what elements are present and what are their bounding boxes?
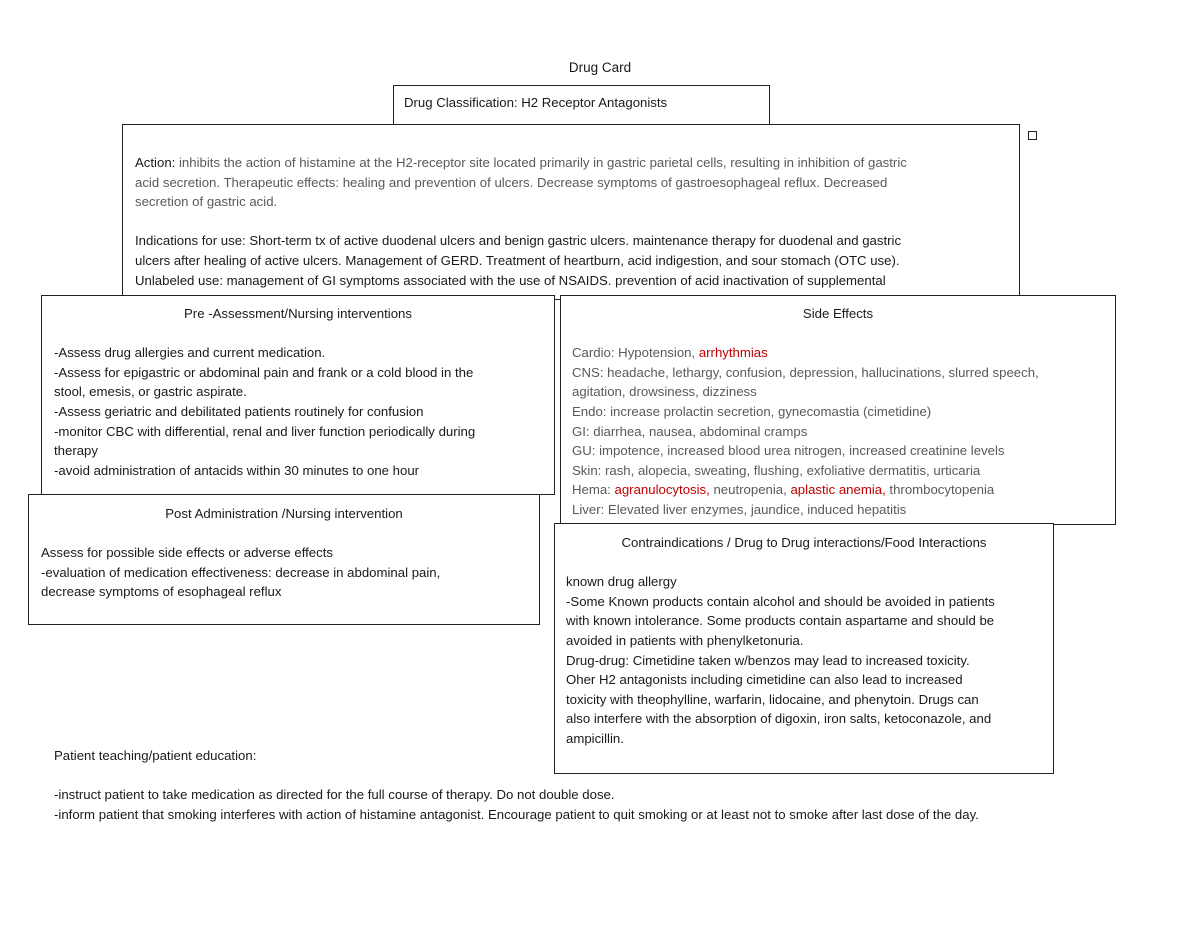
contra-line: with known intolerance. Some products contain aspartame and should be	[566, 613, 995, 629]
cns-line-2: agitation, drowsiness, dizziness	[572, 384, 757, 400]
skin-line: Skin: rash, alopecia, sweating, flushing, exfoliative dermatitis, urticaria	[572, 462, 981, 478]
post-line: Assess for possible side effects or adverse effects	[41, 545, 333, 561]
gu-line: GU: impotence, increased blood urea nitrogen, increased creatinine levels	[572, 443, 1005, 459]
contra-line: Oher H2 antagonists including cimetidine can also lead to increased	[566, 672, 963, 688]
pre-assessment-box	[41, 295, 555, 495]
contra-line: also interfere with the absorption of digoxin, iron salts, ketoconazole, and	[566, 711, 992, 727]
teaching-heading: Patient teaching/patient education:	[54, 748, 257, 763]
liver-line: Liver: Elevated liver enzymes, jaundice, induced hepatitis	[572, 501, 907, 517]
hema-suffix: thrombocytopenia	[885, 482, 995, 498]
contra-line: ampicillin.	[566, 730, 624, 746]
classification-box	[393, 85, 770, 125]
post-admin-heading: Post Administration /Nursing intervention	[165, 506, 403, 521]
post-line: decrease symptoms of esophageal reflux	[41, 584, 282, 600]
indication-line-3: Unlabeled use: management of GI symptoms associated with the use of NSAIDS. prevention of acid inactivation of supplemental	[135, 272, 886, 288]
hema-mid: neutropenia,	[709, 482, 791, 498]
hema-red-1: agranulocytosis,	[614, 482, 710, 498]
pre-line: -Assess for epigastric or abdominal pain and frank or a cold blood in the	[54, 364, 474, 380]
pre-line: -avoid administration of antacids within 30 minutes to one hour	[54, 462, 420, 478]
pre-line: -Assess geriatric and debilitated patients routinely for confusion	[54, 403, 424, 419]
action-label: Action:	[135, 155, 176, 170]
action-line-2: acid secretion. Therapeutic effects: healing and prevention of ulcers. Decrease symptoms of gastroesophageal reflux. Decreased	[135, 174, 888, 190]
cardio-text: Cardio: Hypotension,	[572, 345, 699, 361]
page-title: Drug Card	[568, 60, 632, 75]
contra-line: -Some Known products contain alcohol and should be avoided in patients	[566, 593, 995, 609]
patient-teaching	[54, 746, 979, 824]
contra-line: toxicity with theophylline, warfarin, lidocaine, and phenytoin. Drugs can	[566, 691, 979, 707]
contra-line: avoided in patients with phenylketonuria.	[566, 632, 804, 648]
contra-line: Drug-drug: Cimetidine taken w/benzos may lead to increased toxicity.	[566, 652, 970, 668]
post-line: -evaluation of medication effectiveness: decrease in abdominal pain,	[41, 564, 441, 580]
classification-label: Drug Classification: H2 Receptor Antagonists	[404, 95, 668, 110]
contraindications-box	[554, 523, 1054, 774]
bullet-square	[1028, 131, 1037, 140]
side-effects-heading: Side Effects	[802, 306, 874, 321]
hema-prefix: Hema:	[572, 482, 615, 498]
action-box	[122, 124, 1020, 300]
contra-line: known drug allergy	[566, 574, 677, 590]
teaching-line: -inform patient that smoking interferes with action of histamine antagonist. Encourage patient to quit smoking or at least not to smoke after last dose of the day.	[54, 806, 979, 822]
pre-line: stool, emesis, or gastric aspirate.	[54, 384, 247, 400]
gi-line: GI: diarrhea, nausea, abdominal cramps	[572, 423, 808, 439]
pre-line: therapy	[54, 443, 98, 459]
post-admin-box	[28, 494, 540, 625]
cardio-red-text: arrhythmias	[698, 345, 768, 361]
cns-line-1: CNS: headache, lethargy, confusion, depression, hallucinations, slurred speech,	[572, 364, 1039, 380]
hema-red-2: aplastic anemia,	[790, 482, 886, 498]
endo-line: Endo: increase prolactin secretion, gynecomastia (cimetidine)	[572, 403, 932, 419]
action-line-3: secretion of gastric acid.	[135, 194, 278, 210]
side-effects-box	[560, 295, 1116, 525]
contraindications-heading: Contraindications / Drug to Drug interactions/Food Interactions	[621, 535, 987, 550]
indication-line-2: ulcers after healing of active ulcers. Management of GERD. Treatment of heartburn, acid indigestion, and sour stomach (OTC use).	[135, 252, 900, 268]
action-line-1: inhibits the action of histamine at the H2-receptor site located primarily in gastric parietal cells, resulting in inhibition of gastric	[175, 155, 907, 170]
pre-line: -monitor CBC with differential, renal and liver function periodically during	[54, 423, 476, 439]
pre-line: -Assess drug allergies and current medication.	[54, 345, 326, 361]
teaching-line: -instruct patient to take medication as directed for the full course of therapy. Do not double dose.	[54, 787, 615, 803]
indication-line-1: Indications for use: Short-term tx of active duodenal ulcers and benign gastric ulcers. maintenance therapy for duodenal and gastric	[135, 233, 902, 249]
pre-assessment-heading: Pre -Assessment/Nursing interventions	[184, 306, 412, 321]
